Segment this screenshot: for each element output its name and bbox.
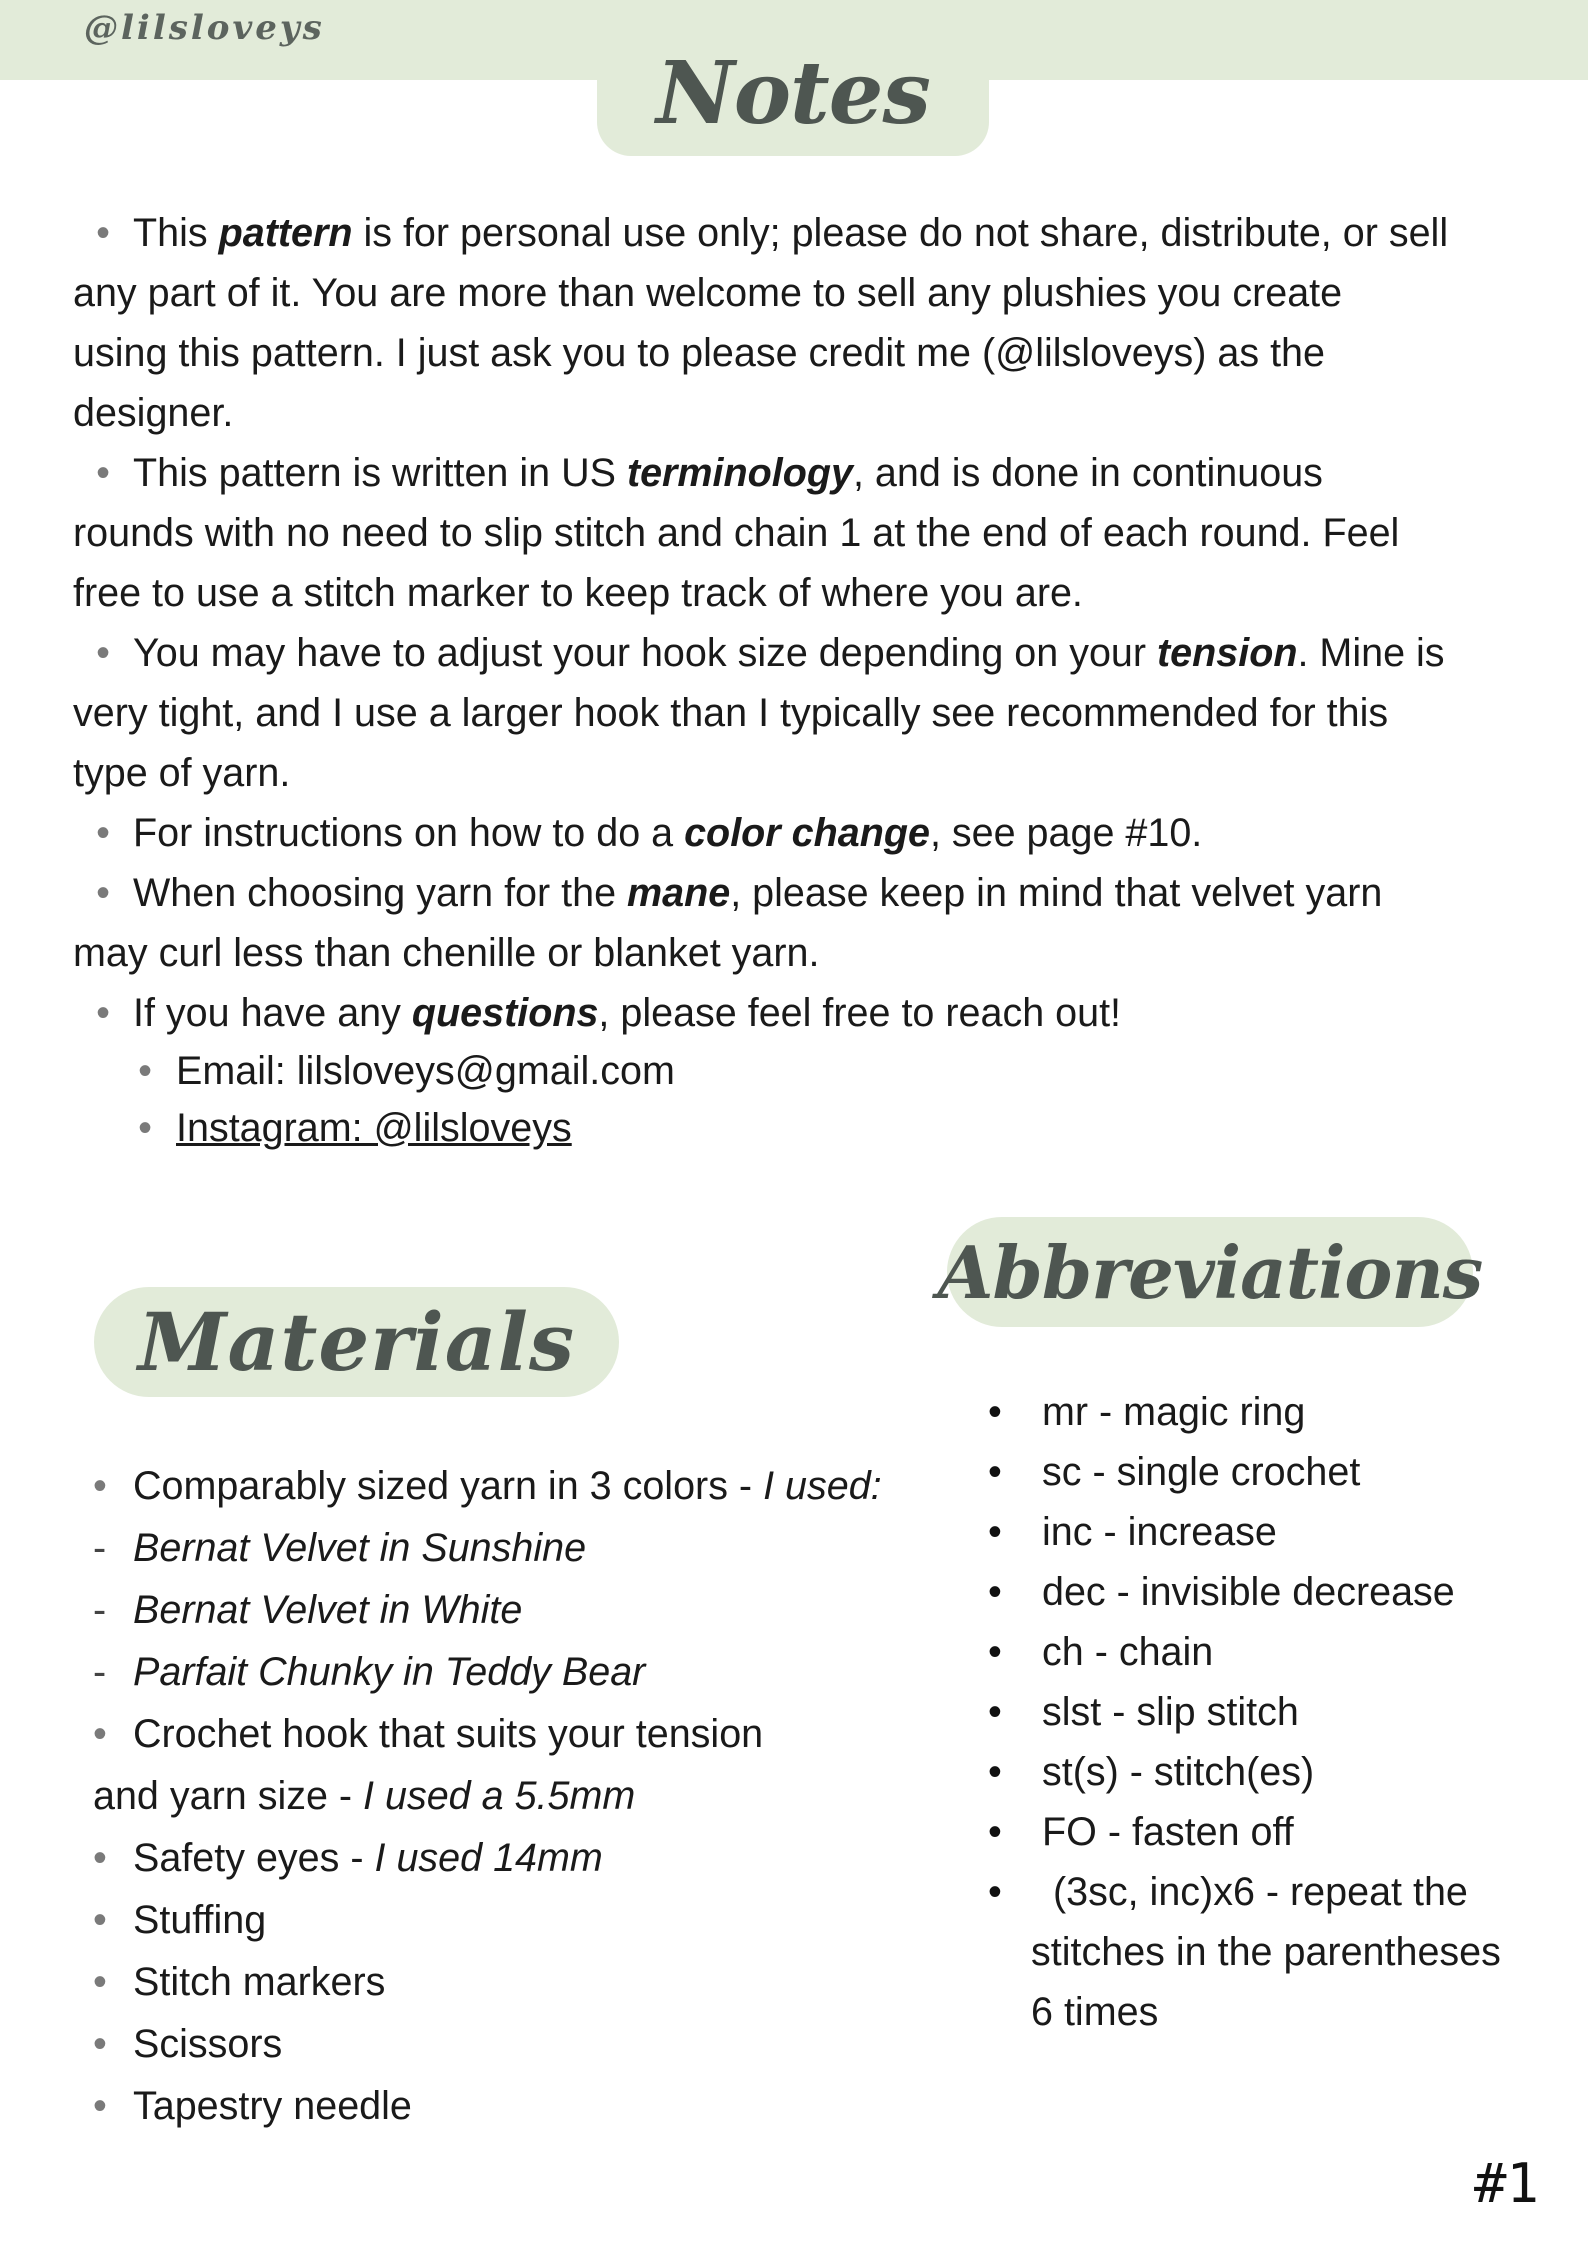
yarn-name: Parfait Chunky in Teddy Bear <box>133 1650 646 1694</box>
note-text: For instructions on how to do a <box>133 811 685 855</box>
list-item <box>988 1622 1548 1682</box>
material-text: Stitch markers <box>133 1960 386 2004</box>
note-continuation: type of yarn. <box>73 751 291 795</box>
note-emphasis: terminology <box>626 451 853 495</box>
notes-heading-text: Notes <box>656 42 930 144</box>
list-item <box>93 1703 953 1765</box>
material-note: I used: <box>763 1464 882 1508</box>
bullet-icon: • <box>96 211 110 255</box>
bullet-icon: • <box>93 1960 107 2004</box>
bullet-icon: • <box>93 1464 107 1508</box>
note-text: , please feel free to reach out! <box>598 991 1122 1035</box>
note-emphasis: tension <box>1157 631 1298 675</box>
list-item <box>988 1382 1548 1442</box>
bullet-icon: • <box>988 1510 1002 1554</box>
list-item <box>988 1562 1548 1622</box>
note-text: , and is done in continuous <box>852 451 1323 495</box>
note-text: This <box>133 211 219 255</box>
note-continuation: very tight, and I use a larger hook than I typically see recommended for this <box>73 691 1389 735</box>
bullet-icon: • <box>93 1712 107 1756</box>
note-continuation: designer. <box>73 391 234 435</box>
material-note: I used 14mm <box>374 1836 603 1880</box>
bullet-icon: • <box>93 2084 107 2128</box>
list-item <box>93 1641 953 1703</box>
note-continuation: may curl less than chenille or blanket yarn. <box>73 931 820 975</box>
abbreviations-heading <box>937 1217 1483 1327</box>
list-item <box>988 1862 1548 1922</box>
bullet-icon: • <box>138 1049 152 1093</box>
abbreviations-list <box>988 1382 1548 2042</box>
bullet-icon: • <box>96 871 110 915</box>
bullet-icon: • <box>93 1898 107 1942</box>
material-text: Stuffing <box>133 1898 267 1942</box>
abbreviation-text: st(s) - stitch(es) <box>1042 1750 1315 1794</box>
page-number: #1 <box>1474 2152 1540 2215</box>
note-item <box>73 983 1523 1043</box>
list-item <box>93 1579 953 1641</box>
note-text: , see page #10. <box>929 811 1203 855</box>
yarn-name: Bernat Velvet in Sunshine <box>133 1526 587 1570</box>
material-text: and yarn size - <box>93 1774 364 1818</box>
bullet-icon: • <box>93 2022 107 2066</box>
materials-list <box>93 1455 953 2137</box>
list-item <box>93 1517 953 1579</box>
notes-list <box>73 203 1523 1157</box>
note-item <box>73 803 1523 863</box>
bullet-icon: • <box>93 1836 107 1880</box>
bullet-icon: • <box>96 811 110 855</box>
contact-email <box>73 1043 1523 1100</box>
note-item <box>73 443 1523 503</box>
list-item <box>988 1682 1548 1742</box>
abbreviation-text: dec - invisible decrease <box>1042 1570 1455 1614</box>
list-item <box>988 1502 1548 1562</box>
list-item <box>93 1889 953 1951</box>
list-item <box>93 1455 953 1517</box>
list-item <box>93 2075 953 2137</box>
material-text: Safety eyes - <box>133 1836 375 1880</box>
note-continuation: any part of it. You are more than welcome to sell any plushies you create <box>73 271 1343 315</box>
note-continuation: using this pattern. I just ask you to please credit me (@lilsloveys) as the <box>73 331 1325 375</box>
note-emphasis: color change <box>684 811 930 855</box>
dash-icon: - <box>93 1650 107 1694</box>
abbreviation-text: mr - magic ring <box>1042 1390 1306 1434</box>
list-item <box>93 1951 953 2013</box>
email-text[interactable]: Email: lilsloveys@gmail.com <box>176 1049 675 1093</box>
note-emphasis: questions <box>411 991 599 1035</box>
contact-instagram <box>73 1100 1523 1157</box>
abbreviation-text: (3sc, inc)x6 - repeat the <box>1042 1870 1468 1914</box>
bullet-icon: • <box>988 1450 1002 1494</box>
materials-heading-text: Materials <box>137 1295 576 1389</box>
abbreviation-text: slst - slip stitch <box>1042 1690 1299 1734</box>
note-text: You may have to adjust your hook size depending on your <box>133 631 1158 675</box>
dash-icon: - <box>93 1588 107 1632</box>
instagram-link[interactable]: Instagram: @lilsloveys <box>176 1106 572 1150</box>
bullet-icon: • <box>96 991 110 1035</box>
list-item <box>988 1742 1548 1802</box>
list-item-continuation <box>93 1765 953 1827</box>
abbreviation-text: ch - chain <box>1042 1630 1214 1674</box>
bullet-icon: • <box>988 1570 1002 1614</box>
materials-heading <box>94 1287 619 1397</box>
bullet-icon: • <box>138 1106 152 1150</box>
note-text: If you have any <box>133 991 412 1035</box>
list-item <box>93 1827 953 1889</box>
list-item <box>93 2013 953 2075</box>
note-emphasis: pattern <box>218 211 353 255</box>
note-item <box>73 623 1523 683</box>
list-item <box>988 1442 1548 1502</box>
material-note: I used a 5.5mm <box>363 1774 636 1818</box>
note-text: This pattern is written in US <box>133 451 627 495</box>
list-item-continuation: 6 times <box>1031 1990 1159 2034</box>
abbreviation-text: inc - increase <box>1042 1510 1277 1554</box>
note-text: is for personal use only; please do not share, distribute, or sell <box>352 211 1449 255</box>
material-text: Tapestry needle <box>133 2084 412 2128</box>
material-text: Crochet hook that suits your tension <box>133 1712 764 1756</box>
abbreviation-text: FO - fasten off <box>1042 1810 1294 1854</box>
list-item <box>988 1802 1548 1862</box>
note-continuation: free to use a stitch marker to keep track of where you are. <box>73 571 1083 615</box>
bullet-icon: • <box>988 1630 1002 1674</box>
abbreviations-heading-text: Abbreviations <box>937 1229 1483 1315</box>
material-text: Comparably sized yarn in 3 colors - <box>133 1464 764 1508</box>
note-continuation: rounds with no need to slip stitch and chain 1 at the end of each round. Feel <box>73 511 1400 555</box>
bullet-icon: • <box>988 1750 1002 1794</box>
note-text: . Mine is <box>1297 631 1445 675</box>
note-item <box>73 203 1523 263</box>
material-text: Scissors <box>133 2022 283 2066</box>
bullet-icon: • <box>988 1390 1002 1434</box>
yarn-name: Bernat Velvet in White <box>133 1588 523 1632</box>
note-emphasis: mane <box>627 871 731 915</box>
note-text: When choosing yarn for the <box>133 871 628 915</box>
bullet-icon: • <box>96 631 110 675</box>
note-item <box>73 863 1523 923</box>
abbreviation-text: sc - single crochet <box>1042 1450 1361 1494</box>
notes-heading <box>597 30 989 156</box>
author-handle: @lilsloveys <box>84 8 325 48</box>
bullet-icon: • <box>988 1810 1002 1854</box>
list-item-continuation: stitches in the parentheses <box>1031 1930 1501 1974</box>
bullet-icon: • <box>988 1870 1002 1914</box>
note-text: , please keep in mind that velvet yarn <box>730 871 1383 915</box>
bullet-icon: • <box>96 451 110 495</box>
bullet-icon: • <box>988 1690 1002 1734</box>
dash-icon: - <box>93 1526 107 1570</box>
